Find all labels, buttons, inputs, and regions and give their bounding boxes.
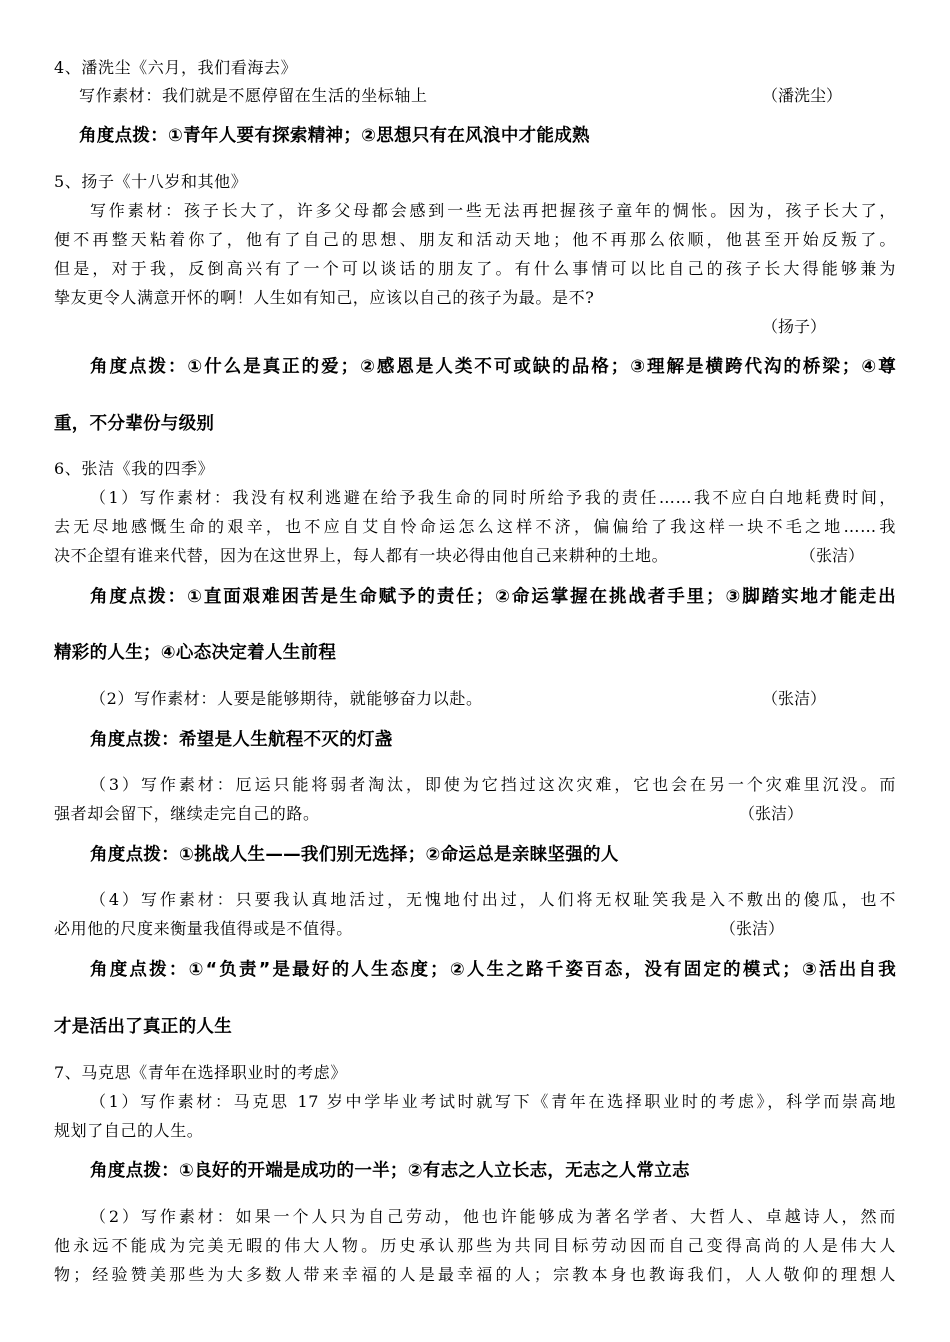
section-5-heading: 5、扬子《十八岁和其他》 <box>54 172 248 191</box>
section-5-material-line: 便不再整天粘着你了，他有了自己的思想、朋友和活动天地；他不再那么依顺，他甚至开始反叛了。 <box>54 230 896 249</box>
section-6-material-2: （2）写作素材：人要是能够期待，就能够奋力以赴。 <box>90 689 483 708</box>
section-6-angle-1-line: 精彩的人生；④心态决定着人生前程 <box>54 643 337 663</box>
section-7-material-2-line: 他永远不能成为完美无暇的伟大人物。历史承认那些为共同目标劳动因而自己变得高尚的人是伟大人 <box>54 1236 896 1255</box>
section-5-material-line: 但是，对于我，反倒高兴有了一个可以谈话的朋友了。有什么事情可以比自己的孩子长大得能够兼为 <box>54 259 896 278</box>
section-6-angle-4-line: 才是活出了真正的人生 <box>54 1017 232 1037</box>
section-4-author: （潘洗尘） <box>762 86 843 105</box>
section-7-material-2-line: （2）写作素材：如果一个人只为自己劳动，他也许能够成为著名学者、大哲人、卓越诗人，然而 <box>90 1207 896 1226</box>
section-7-material-1-line: 规划了自己的人生。 <box>54 1121 204 1140</box>
section-5-angle-line: 重，不分辈份与级别 <box>54 414 215 434</box>
section-6-material-1-author: （张洁） <box>800 546 865 565</box>
section-6-heading: 6、张洁《我的四季》 <box>54 459 215 478</box>
section-7-heading: 7、马克思《青年在选择职业时的考虑》 <box>54 1063 347 1082</box>
section-6-angle-1-line: 角度点拨：①直面艰难困苦是生命赋予的责任；②命运掌握在挑战者手里；③脚踏实地才能走出 <box>90 587 896 607</box>
section-6-angle-4-line: 角度点拨：①“负责”是最好的人生态度；②人生之路千姿百态，没有固定的模式；③活出自我 <box>90 960 896 980</box>
section-6-material-1-line: （1）写作素材：我没有权利逃避在给予我生命的同时所给予我的责任……我不应白白地耗费时间， <box>90 488 896 507</box>
section-7-material-2-line: 物；经验赞美那些为大多数人带来幸福的人是最幸福的人；宗教本身也教诲我们，人人敬仰的理想人 <box>54 1265 896 1284</box>
section-7-angle-1: 角度点拨：①良好的开端是成功的一半；②有志之人立长志，无志之人常立志 <box>90 1161 690 1181</box>
section-4-material: 写作素材：我们就是不愿停留在生活的坐标轴上 <box>79 86 428 105</box>
section-5-angle-line: 角度点拨：①什么是真正的爱；②感恩是人类不可或缺的品格；③理解是横跨代沟的桥梁；④尊 <box>90 357 896 377</box>
section-6-angle-2: 角度点拨：希望是人生航程不灭的灯盏 <box>90 730 393 750</box>
section-6-material-1-line: 去无尽地感慨生命的艰辛，也不应自艾自怜命运怎么这样不济，偏偏给了我这样一块不毛之地……我 <box>54 517 896 536</box>
section-6-angle-3: 角度点拨：①挑战人生——我们别无选择；②命运总是亲睐坚强的人 <box>90 845 619 865</box>
section-6-material-2-author: （张洁） <box>762 689 827 708</box>
section-5-material-line: 挚友更令人满意开怀的啊！人生如有知己，应该以自己的孩子为最。是不? <box>54 288 595 307</box>
section-6-material-4-author: （张洁） <box>720 919 785 938</box>
section-5-material-line: 写作素材：孩子长大了，许多父母都会感到一些无法再把握孩子童年的惆怅。因为，孩子长大了， <box>90 201 896 220</box>
section-6-material-3-line: （3）写作素材：厄运只能将弱者淘汰，即使为它挡过这次灾难，它也会在另一个灾难里沉没。而 <box>90 775 896 794</box>
section-6-material-1-line: 决不企望有谁来代替，因为在这世界上，每人都有一块必得由他自己来耕种的土地。 <box>54 546 669 565</box>
section-4-angle: 角度点拨：①青年人要有探索精神；②思想只有在风浪中才能成熟 <box>79 126 590 146</box>
section-6-material-4-line: 必用他的尺度来衡量我值得或是不值得。 <box>54 919 353 938</box>
section-6-material-3-line: 强者却会留下，继续走完自己的路。 <box>54 804 320 823</box>
section-6-material-3-author: （张洁） <box>739 804 804 823</box>
section-7-material-1-line: （1）写作素材：马克思 17 岁中学毕业考试时就写下《青年在选择职业时的考虑》，科学而崇高地 <box>90 1092 896 1111</box>
section-4-heading: 4、潘洗尘《六月，我们看海去》 <box>54 58 298 77</box>
section-5-author: （扬子） <box>762 317 827 336</box>
section-6-material-4-line: （4）写作素材：只要我认真地活过，无愧地付出过，人们将无权耻笑我是入不敷出的傻瓜，也不 <box>90 890 896 909</box>
